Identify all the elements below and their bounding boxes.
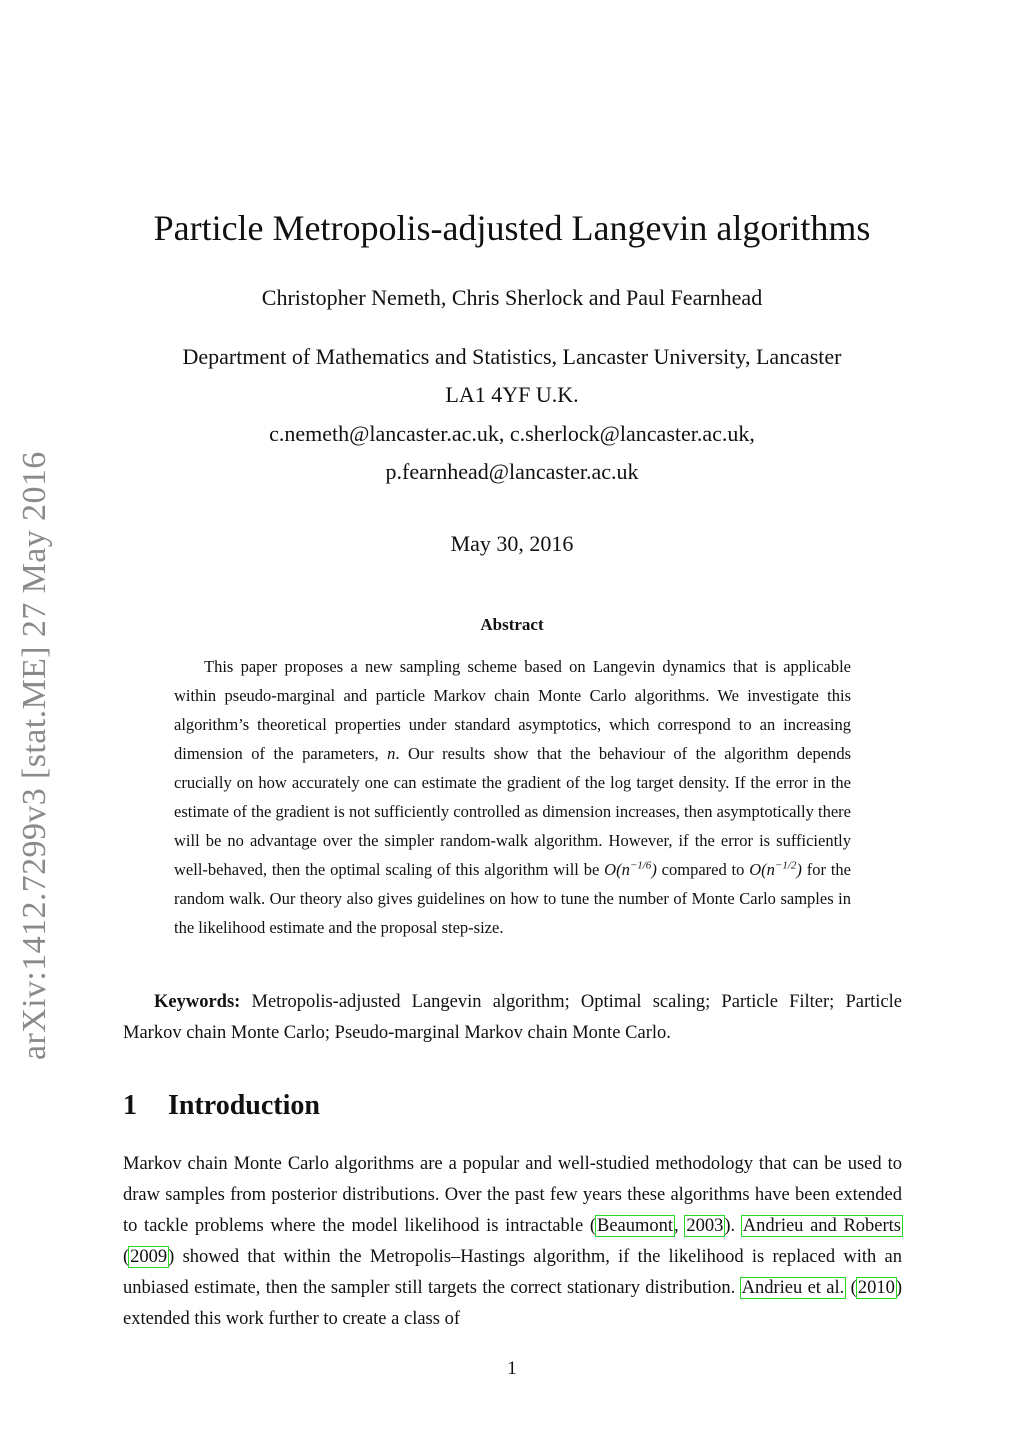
citation-link-andrieu-roberts[interactable]: Andrieu and Roberts [742, 1216, 902, 1236]
section-number: 1 [123, 1090, 137, 1121]
citation-year-link-andrieu-et-al[interactable]: 2010 [857, 1278, 895, 1298]
citation-link-beaumont[interactable]: Beaumont [597, 1216, 674, 1236]
keywords-text: Metropolis-adjusted Langevin algorithm; Optimal scaling; Particle Filter; Particle Markov chain Monte Carlo; Pseudo-marginal Markov chain Monte Carlo. [123, 992, 902, 1043]
scaling-order-langevin: $O(n^{-1/6})$ [604, 859, 657, 879]
intro-text: ( [123, 1247, 130, 1267]
intro-text: ). [724, 1216, 742, 1236]
section-heading-introduction [123, 1090, 320, 1122]
affiliation-line-2: LA1 4YF U.K. [445, 382, 579, 407]
citation-link-andrieu-et-al[interactable]: Andrieu et al. [741, 1278, 845, 1298]
author-emails-line-1: c.nemeth@lancaster.ac.uk, c.sherlock@lancaster.ac.uk, [269, 421, 755, 446]
keywords-label: Keywords: [154, 992, 241, 1012]
intro-text: ) showed that within the Metropolis–Hastings algorithm, if the likelihood is replaced with an unbiased estimate, then the sampler still targets the correct stationary distribution. [123, 1247, 902, 1298]
abstract-text: compared to [656, 860, 750, 879]
abstract-text: for the random walk. Our theory also gives guidelines on how to tune the number of Monte Carlo samples in the likelihood estimate and the proposal step-size. [174, 860, 851, 937]
section-title: Introduction [168, 1090, 320, 1121]
citation-year-link-andrieu-roberts[interactable]: 2009 [130, 1247, 168, 1267]
intro-text: , [674, 1216, 686, 1236]
page-number: 1 [507, 1358, 517, 1379]
paper-date: May 30, 2016 [450, 531, 574, 556]
abstract-text: . Our results show that the behaviour of the algorithm depends crucially on how accurately one can estimate the gradient of the log target density. If the error in the estimate of the gradient is not sufficiently controlled as dimension increases, then asymptotically there will be no advantage over the simpler random-walk algorithm. However, if the error is sufficiently well-behaved, then the optimal scaling of this algorithm will be [174, 744, 851, 879]
abstract-heading: Abstract [480, 615, 544, 634]
introduction-paragraph [123, 1149, 902, 1335]
citation-year-link-beaumont[interactable]: 2003 [686, 1216, 724, 1236]
scaling-order-random-walk: $O(n^{-1/2})$ [749, 859, 802, 879]
author-emails-line-2: p.fearnhead@lancaster.ac.uk [385, 459, 639, 484]
abstract-text: This paper proposes a new sampling scheme based on Langevin dynamics that is applicable within pseudo-marginal and particle Markov chain Monte Carlo algorithms. We investigate this algorithm’s theoretical properties under standard asymptotics, which correspond to an increasing dimension of the parameters, [174, 657, 851, 763]
affiliation-line-1: Department of Mathematics and Statistics, Lancaster University, Lancaster [182, 344, 842, 369]
arxiv-identifier-stamp: arXiv:1412.7299v3 [stat.ME] 27 May 2016 [16, 451, 53, 1060]
param-symbol: n [387, 744, 396, 763]
author-list: Christopher Nemeth, Chris Sherlock and Paul Fearnhead [261, 285, 763, 310]
keywords-paragraph [123, 987, 902, 1049]
intro-text: ) extended this work further to create a class of [123, 1278, 902, 1329]
paper-title: Particle Metropolis-adjusted Langevin algorithms [153, 208, 871, 248]
abstract-body [174, 652, 851, 942]
intro-text: Markov chain Monte Carlo algorithms are a popular and well-studied methodology that can be used to draw samples from posterior distributions. Over the past few years these algorithms have been extended to tackle problems where the model likelihood is intractable ( [123, 1154, 902, 1236]
intro-text: ( [845, 1278, 857, 1298]
